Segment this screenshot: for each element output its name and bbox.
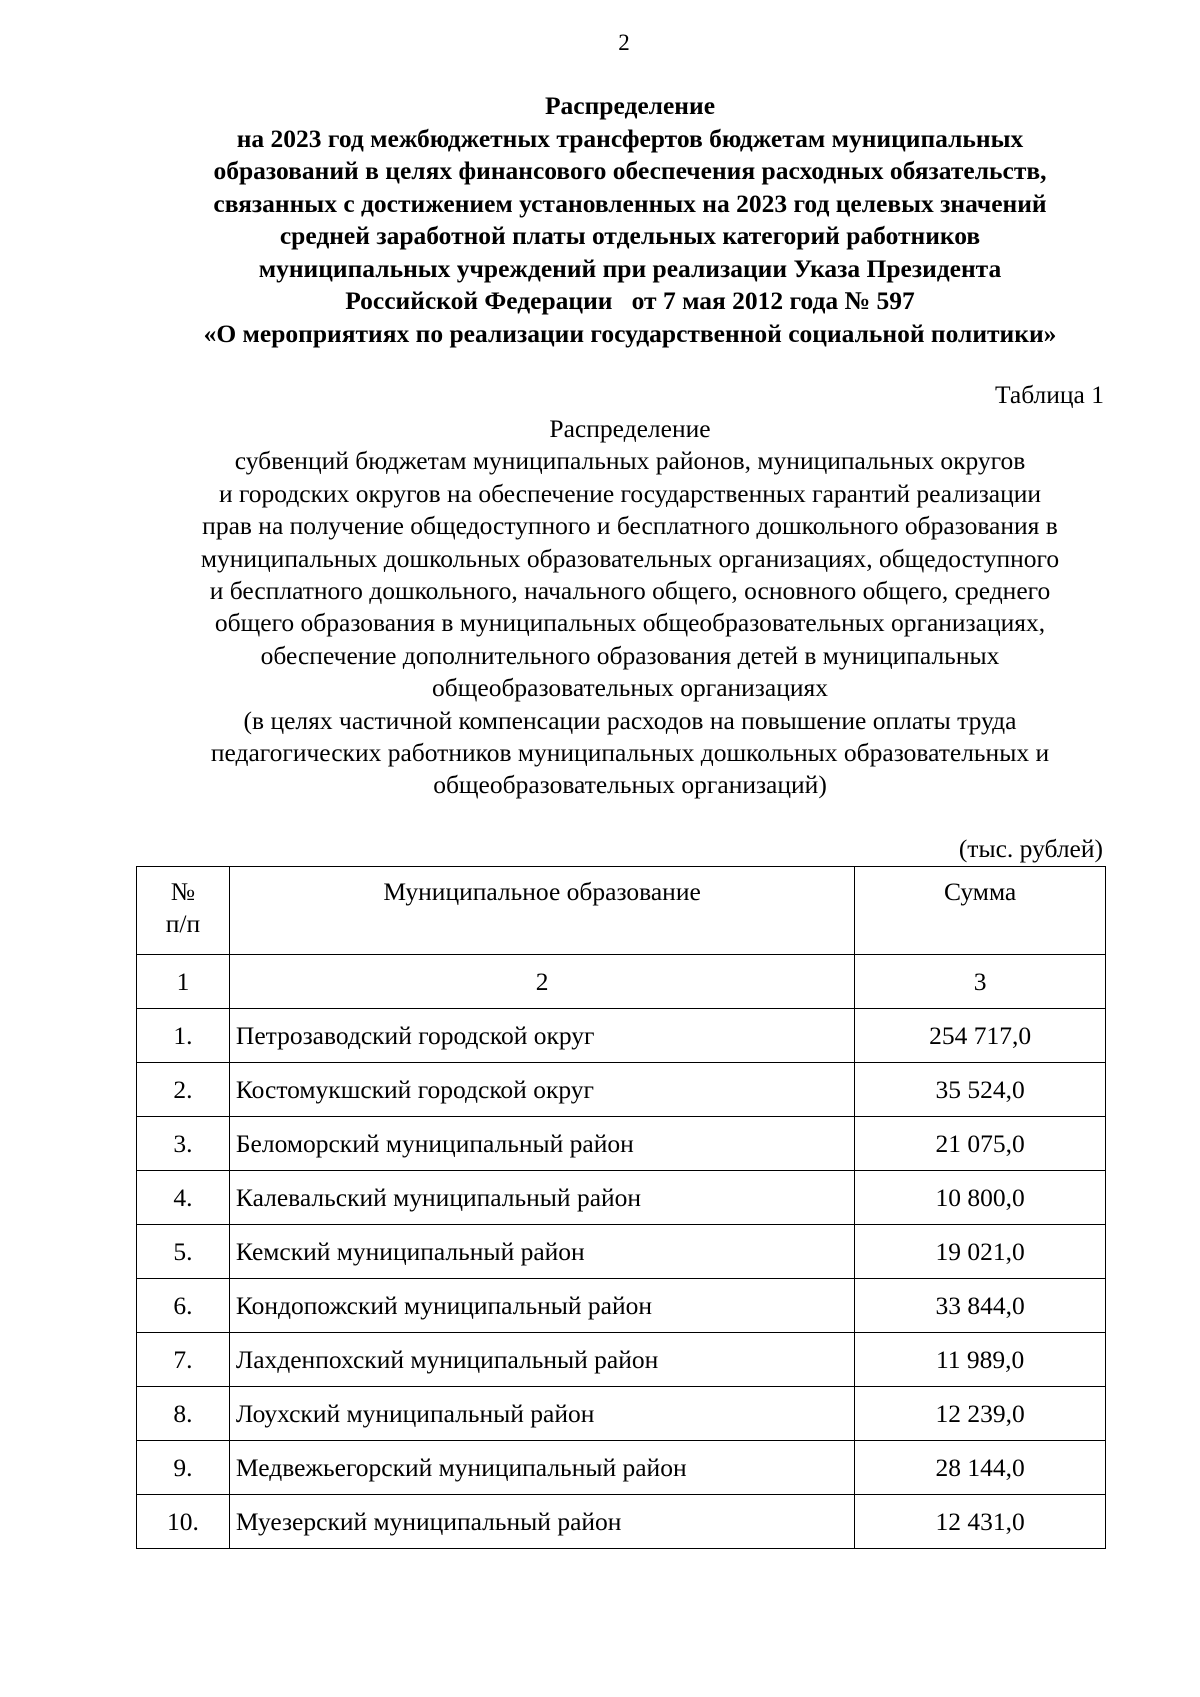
amount-value: 19 021,0 [855,1225,1106,1279]
distribution-table [136,866,1106,1549]
caption-line: педагогических работников муниципальных дошкольных образовательных и [210,738,1050,768]
caption-line: (в целях частичной компенсации расходов на повышение оплаты труда [243,705,1017,735]
caption-line: и городских округов на обеспечение государственных гарантий реализации [218,478,1042,508]
table-row [137,1009,1106,1063]
header-number [137,867,230,955]
document-title [130,90,1130,350]
table-row [137,1171,1106,1225]
header-number-symbol: № [170,877,196,906]
table-row [137,1495,1106,1549]
amount-value: 12 431,0 [855,1495,1106,1549]
units-label: (тыс. рублей) [958,834,1103,863]
caption-line: общеобразовательных организаций) [433,770,827,800]
table-row [137,1387,1106,1441]
municipality-name: Лахденпохский муниципальный район [229,1333,854,1387]
title-line: «О мероприятиях по реализации государственной социальной политики» [203,318,1057,348]
table-row [137,1063,1106,1117]
amount-value: 10 800,0 [855,1171,1106,1225]
caption-line: обеспечение дополнительного образования детей в муниципальных [260,640,1000,670]
header-number-abbr: п/п [165,909,201,938]
amount-value: 35 524,0 [855,1063,1106,1117]
title-line: Распределение [544,91,716,120]
caption-line: Распределение [549,414,711,443]
municipality-name: Беломорский муниципальный район [229,1117,854,1171]
amount-value: 254 717,0 [855,1009,1106,1063]
table-row [137,1117,1106,1171]
municipality-name: Петрозаводский городской округ [229,1009,854,1063]
municipality-name: Калевальский муниципальный район [229,1171,854,1225]
title-line: средней заработной платы отдельных категорий работников [279,221,981,250]
table-row [137,1333,1106,1387]
municipality-name: Кемский муниципальный район [229,1225,854,1279]
municipality-name: Муезерский муниципальный район [229,1495,854,1549]
row-number: 8. [137,1387,230,1441]
row-number: 4. [137,1171,230,1225]
amount-value: 33 844,0 [855,1279,1106,1333]
table-row [137,1225,1106,1279]
municipality-name: Костомукшский городской округ [229,1063,854,1117]
title-line: на 2023 год межбюджетных трансфертов бюджетам муниципальных [236,123,1024,153]
row-number: 10. [137,1495,230,1549]
caption-line: прав на получение общедоступного и бесплатного дошкольного образования в [202,511,1058,541]
amount-value: 28 144,0 [855,1441,1106,1495]
municipality-name: Кондопожский муниципальный район [229,1279,854,1333]
row-number: 6. [137,1279,230,1333]
row-number: 1. [137,1009,230,1063]
amount-value: 21 075,0 [855,1117,1106,1171]
column-index: 3 [855,955,1106,1009]
column-index: 1 [137,955,230,1009]
page-number: 2 [618,30,630,55]
caption-line: общего образования в муниципальных общеобразовательных организациях, [214,608,1046,638]
caption-line: субвенций бюджетам муниципальных районов, муниципальных округов [234,446,1026,476]
table-row [137,1441,1106,1495]
column-index: 2 [229,955,854,1009]
caption-line: муниципальных дошкольных образовательных организациях, общедоступного [200,543,1060,573]
caption-line: общеобразовательных организациях [432,673,828,703]
row-number: 5. [137,1225,230,1279]
municipality-name: Лоухский муниципальный район [229,1387,854,1441]
title-line: образований в целях финансового обеспечения расходных обязательств, [213,156,1047,185]
table-header-row [137,867,1106,955]
caption-line: и бесплатного дошкольного, начального общего, основного общего, среднего [209,576,1051,606]
row-number: 3. [137,1117,230,1171]
column-index-row [137,955,1106,1009]
table-caption [130,413,1130,802]
amount-value: 12 239,0 [855,1387,1106,1441]
title-line: связанных с достижением установленных на 2023 год целевых значений [213,188,1047,218]
row-number: 9. [137,1441,230,1495]
row-number: 2. [137,1063,230,1117]
row-number: 7. [137,1333,230,1387]
municipality-name: Медвежьегорский муниципальный район [229,1441,854,1495]
table-row [137,1279,1106,1333]
header-municipality: Муниципальное образование [229,867,854,955]
header-amount: Сумма [855,867,1106,955]
amount-value: 11 989,0 [855,1333,1106,1387]
title-line: муниципальных учреждений при реализации Указа Президента [258,253,1002,283]
title-line: Российской Федерации от 7 мая 2012 года № 597 [345,286,915,315]
table-number: Таблица 1 [994,380,1104,409]
